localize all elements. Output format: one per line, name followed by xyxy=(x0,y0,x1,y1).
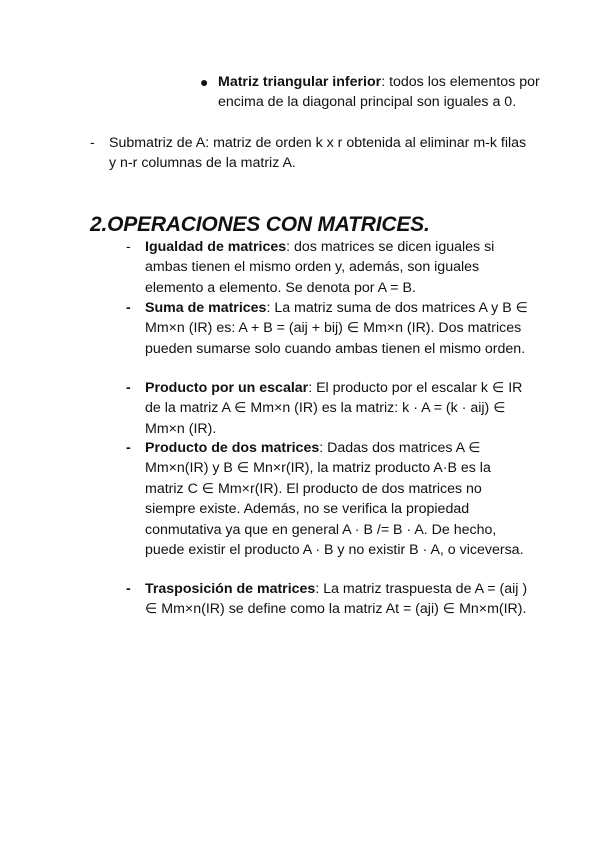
definition-trasposicion: : La matriz traspuesta de A = (aij ) ∈ Mm×n(IR) se define como la matriz At = (aji) ∈ Mn×m(IR). xyxy=(145,581,528,618)
definition-triangular-inferior: : todos los elementos por encima de la diagonal principal son iguales a 0. xyxy=(218,74,540,111)
term-suma: Suma de matrices xyxy=(145,300,267,316)
dash-marker: - xyxy=(126,300,131,316)
dash-item-submatriz xyxy=(90,133,535,174)
dash-marker: - xyxy=(90,135,95,151)
operation-item-igualdad xyxy=(126,237,528,298)
bullet-text-block xyxy=(218,72,540,113)
bullet-dot-icon: ● xyxy=(200,74,209,90)
submatriz-text: Submatriz de A: matriz de orden k x r obtenida al eliminar m-k filas y n-r columnas de la matriz A. xyxy=(109,135,527,172)
term-producto-matrices: Producto de dos matrices xyxy=(145,440,320,456)
operation-text xyxy=(145,579,528,620)
operation-item-producto-matrices xyxy=(126,438,528,560)
operation-text xyxy=(145,298,528,359)
definition-suma: : La matriz suma de dos matrices A y B ∈ Mm×n (IR) es: A + B = (aij + bij) ∈ Mm×n (IR). Dos matrices pueden sumarse solo cuando ambas tienen el mismo orden. xyxy=(145,300,528,357)
operation-text xyxy=(145,378,528,439)
bullet-item-triangular-inferior xyxy=(200,72,540,113)
term-producto-escalar: Producto por un escalar xyxy=(145,380,309,396)
dash-marker: - xyxy=(126,440,131,456)
definition-producto-matrices: : Dadas dos matrices A ∈ Mm×n(IR) y B ∈ Mn×r(IR), la matriz producto A·B es la matriz C ∈ Mm×r(IR). El producto de dos matrices no siempre existe. Además, no se verifica la propiedad conmutativa ya que en general A · B /= B · A. De hecho, puede existir el producto A · B y no existir B · A, o viceversa. xyxy=(145,440,524,559)
definition-igualdad: : dos matrices se dicen iguales si ambas tienen el mismo orden y, además, son iguales elemento a elemento. Se denota por A = B. xyxy=(145,239,495,296)
operation-text xyxy=(145,237,528,298)
operation-item-suma xyxy=(126,298,528,359)
dash-marker: - xyxy=(126,380,131,396)
operation-item-trasposicion xyxy=(126,579,528,620)
dash-marker: - xyxy=(126,581,131,597)
term-triangular-inferior: Matriz triangular inferior xyxy=(218,74,382,90)
term-igualdad: Igualdad de matrices xyxy=(145,239,287,255)
dash-marker: - xyxy=(126,239,131,255)
definition-producto-escalar: : El producto por el escalar k ∈ IR de la matriz A ∈ Mm×n (IR) es la matriz: k · A = (k · aij) ∈ Mm×n (IR). xyxy=(145,380,523,437)
term-trasposicion: Trasposición de matrices xyxy=(145,581,316,597)
section-heading: 2.OPERACIONES CON MATRICES. xyxy=(90,213,430,236)
operation-item-producto-escalar xyxy=(126,378,528,439)
operation-text xyxy=(145,438,528,560)
